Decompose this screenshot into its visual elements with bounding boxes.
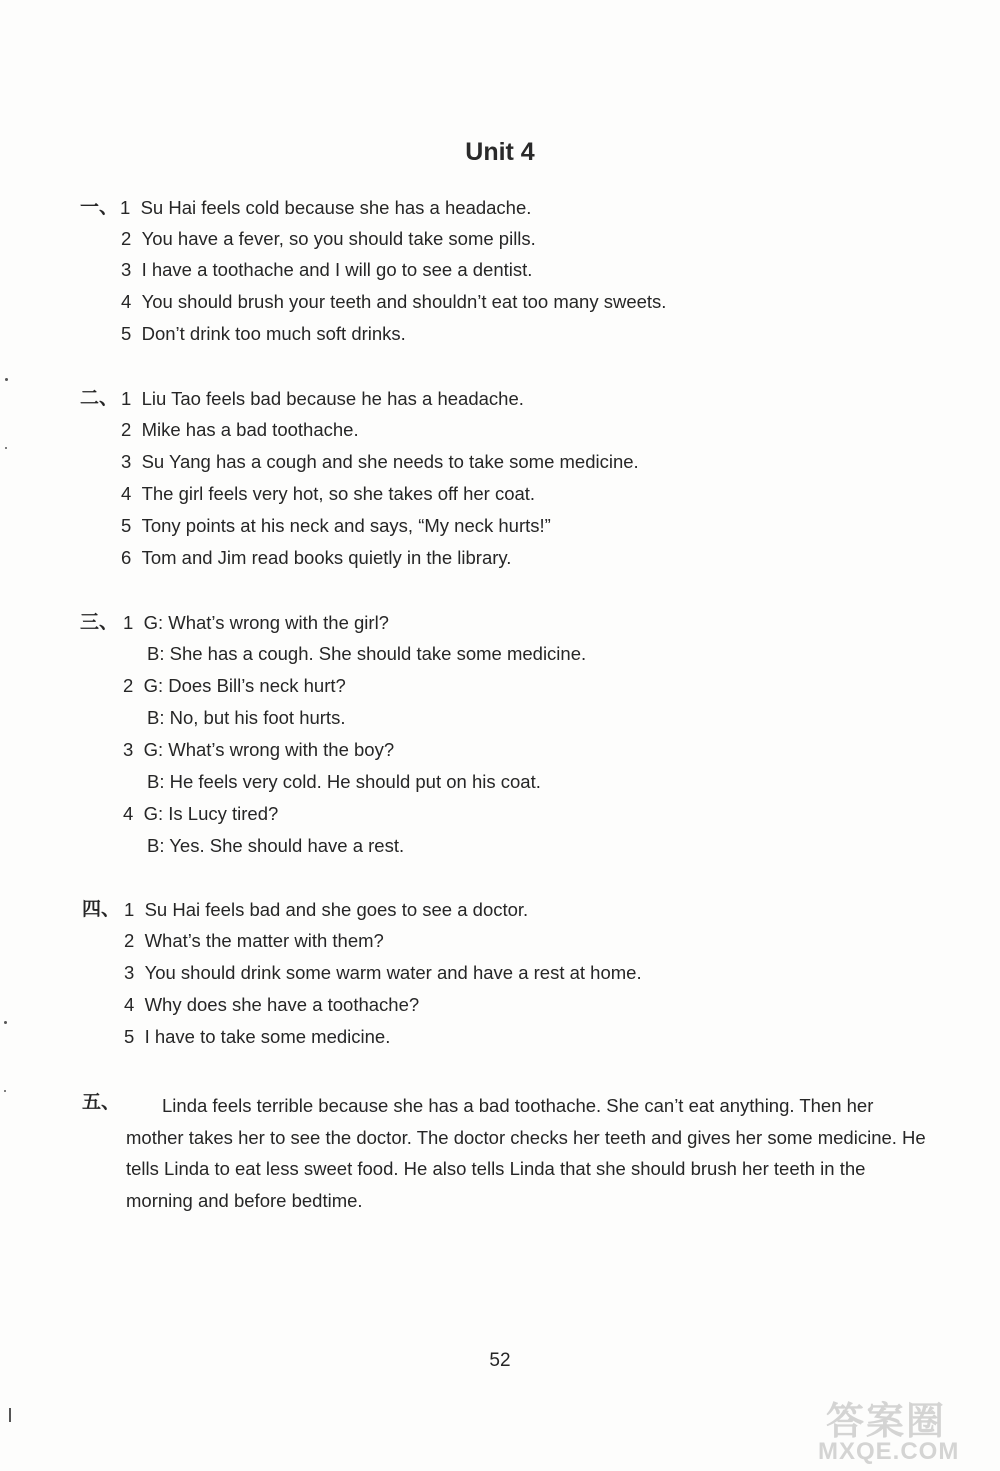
item-number: 5 [124, 1026, 135, 1047]
item-number: 1 [123, 612, 134, 633]
item-number: 2 [121, 228, 132, 249]
dialog-question [123, 612, 389, 634]
section-1-label: 一、 [80, 197, 119, 218]
list-item [124, 994, 419, 1016]
item-number: 2 [123, 675, 134, 696]
item-number: 4 [121, 483, 132, 504]
item-text: I have a toothache and I will go to see a dentist. [141, 259, 533, 280]
girl-line: G: What’s wrong with the girl? [143, 612, 389, 633]
boy-line: B: Yes. She should have a rest. [147, 835, 405, 856]
list-item [124, 1026, 390, 1048]
watermark-logo [816, 1390, 996, 1470]
item-number: 5 [121, 323, 132, 344]
scan-speck [4, 1090, 6, 1092]
list-item [121, 547, 511, 569]
item-number: 6 [121, 547, 132, 568]
dialog-question [123, 675, 346, 697]
boy-line: B: He feels very cold. He should put on his coat. [147, 771, 541, 792]
item-number: 1 [124, 899, 135, 920]
girl-line: G: What’s wrong with the boy? [143, 739, 395, 760]
item-number: 3 [121, 451, 132, 472]
item-number: 2 [121, 419, 132, 440]
item-text: You should brush your teeth and shouldn’t eat too many sweets. [141, 291, 667, 312]
scan-speck [9, 1408, 11, 1422]
item-text: Tony points at his neck and says, “My neck hurts!” [141, 515, 551, 536]
item-text: Why does she have a toothache? [144, 994, 420, 1015]
item-text: Su Yang has a cough and she needs to take some medicine. [141, 451, 639, 472]
list-item [121, 483, 535, 505]
girl-line: G: Does Bill’s neck hurt? [143, 675, 346, 696]
item-text: You have a fever, so you should take some pills. [141, 228, 536, 249]
passage-text: Linda feels terrible because she has a bad toothache. She can’t eat anything. Then her mother takes her to see the doctor. The doctor checks her teeth and gives her some medicine. He tells Linda to eat less sweet food. He also tells Linda that she should brush her teeth in the morning and before bedtime. [126, 1095, 926, 1211]
section-4-label: 四、 [82, 899, 121, 920]
item-number: 3 [121, 259, 132, 280]
list-item [121, 419, 359, 441]
item-number: 4 [121, 291, 132, 312]
boy-line: B: No, but his foot hurts. [147, 707, 346, 728]
boy-line: B: She has a cough. She should take some medicine. [147, 643, 587, 664]
item-number: 2 [124, 930, 135, 951]
list-item [121, 291, 666, 313]
item-number: 3 [124, 962, 135, 983]
item-text: Tom and Jim read books quietly in the library. [141, 547, 512, 568]
list-item [124, 962, 642, 984]
item-text: Su Hai feels cold because she has a headache. [140, 197, 532, 218]
dialog-question [123, 739, 394, 761]
watermark-top-text: 答案圈 [826, 1399, 947, 1443]
item-text: The girl feels very hot, so she takes off her coat. [141, 483, 536, 504]
scan-speck [5, 378, 8, 381]
list-item [121, 323, 406, 345]
item-text: Su Hai feels bad and she goes to see a doctor. [144, 899, 529, 920]
item-number: 4 [123, 803, 134, 824]
page-title: Unit 4 [465, 138, 535, 166]
page-number: 52 [489, 1350, 511, 1371]
item-number: 5 [121, 515, 132, 536]
item-text: You should drink some warm water and have a rest at home. [144, 962, 642, 983]
item-number: 4 [124, 994, 135, 1015]
list-item [121, 228, 536, 250]
list-item [124, 930, 384, 952]
list-item [121, 259, 532, 281]
item-number: 1 [121, 388, 132, 409]
watermark-bottom-text: MXQE.COM [818, 1438, 960, 1465]
list-item [121, 515, 551, 537]
item-text: I have to take some medicine. [144, 1026, 391, 1047]
item-number: 1 [120, 197, 131, 218]
list-item [120, 197, 531, 219]
section-3-label: 三、 [80, 612, 119, 633]
section-5-label: 五、 [82, 1092, 121, 1113]
dialog-question [123, 803, 278, 825]
item-number: 3 [123, 739, 134, 760]
scan-speck [5, 447, 7, 449]
item-text: Liu Tao feels bad because he has a headache. [141, 388, 524, 409]
list-item [121, 451, 639, 473]
list-item [121, 388, 524, 410]
list-item [124, 899, 528, 921]
scan-speck [4, 1021, 7, 1024]
item-text: What’s the matter with them? [144, 930, 384, 951]
girl-line: G: Is Lucy tired? [143, 803, 279, 824]
item-text: Mike has a bad toothache. [141, 419, 359, 440]
item-text: Don’t drink too much soft drinks. [141, 323, 406, 344]
passage-paragraph [126, 1090, 926, 1216]
section-2-label: 二、 [80, 388, 119, 409]
